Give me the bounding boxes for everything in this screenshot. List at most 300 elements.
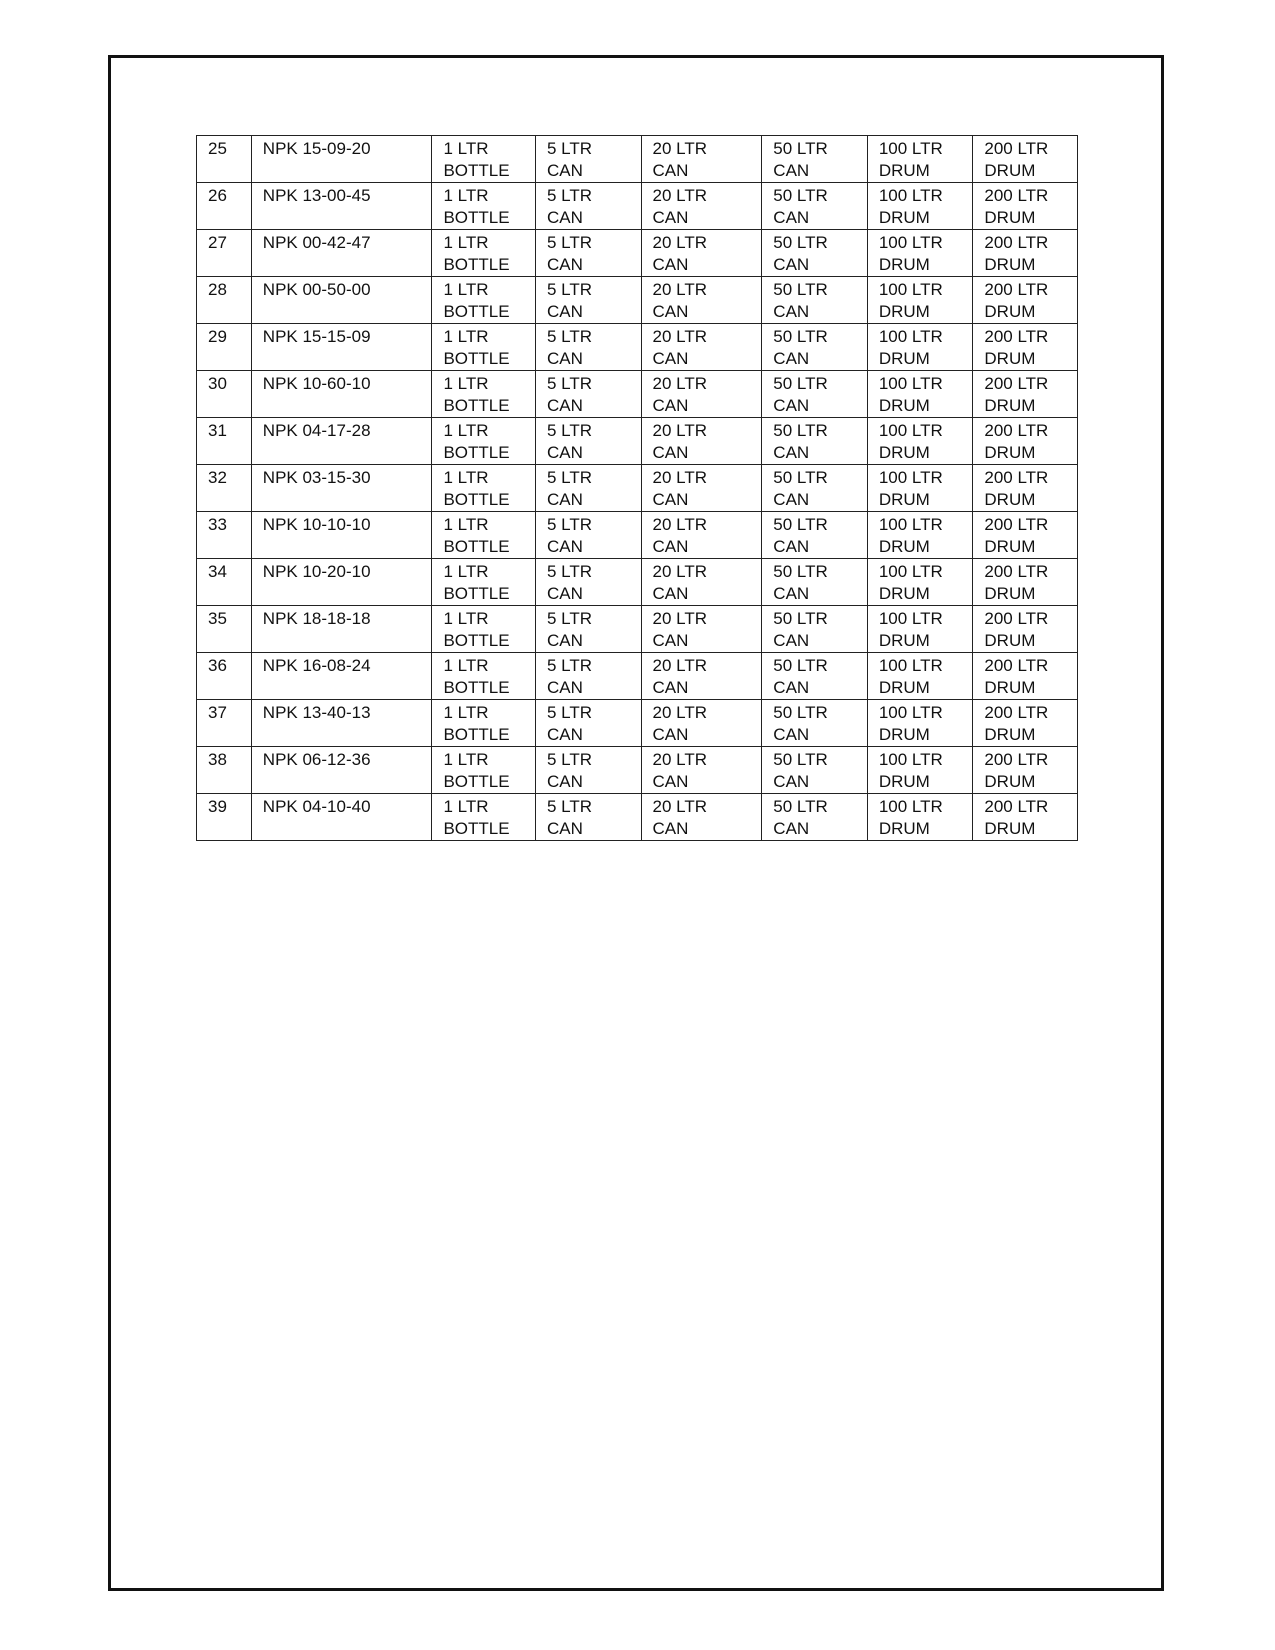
pack-volume: 50 LTR (773, 139, 828, 158)
pack-container: DRUM (878, 396, 930, 415)
pack-size-cell (867, 700, 973, 747)
pack-size-cell (867, 747, 973, 794)
pack-container: CAN (652, 678, 689, 697)
pack-container: CAN (773, 819, 810, 838)
pack-volume: 20 LTR (652, 421, 708, 440)
product-name-cell: NPK 15-15-09 (251, 324, 432, 371)
pack-volume: 1 LTR (443, 139, 489, 158)
pack-container: BOTTLE (443, 631, 510, 650)
serial-number-cell: 33 (197, 512, 252, 559)
pack-container: CAN (652, 772, 689, 791)
pack-volume: 100 LTR (878, 609, 943, 628)
pack-size-cell (973, 606, 1078, 653)
pack-container: DRUM (984, 443, 1036, 462)
pack-size-cell (535, 465, 641, 512)
pack-volume: 1 LTR (443, 609, 489, 628)
product-name-cell: NPK 00-50-00 (251, 277, 432, 324)
pack-volume: 200 LTR (984, 656, 1049, 675)
pack-container: CAN (546, 678, 583, 697)
pack-container: CAN (773, 490, 810, 509)
pack-container: DRUM (878, 725, 930, 744)
pack-volume: 100 LTR (878, 139, 943, 158)
pack-volume: 1 LTR (443, 750, 489, 769)
pack-container: CAN (546, 208, 583, 227)
pack-size-cell (973, 700, 1078, 747)
pack-volume: 20 LTR (652, 515, 708, 534)
serial-number-cell: 32 (197, 465, 252, 512)
pack-container: CAN (546, 819, 583, 838)
table-row (197, 700, 1078, 747)
pack-size-cell (535, 794, 641, 841)
pack-size-cell (762, 230, 868, 277)
serial-number-cell: 27 (197, 230, 252, 277)
pack-size-cell (973, 794, 1078, 841)
pack-size-cell (535, 747, 641, 794)
pack-container: DRUM (984, 725, 1036, 744)
pack-volume: 100 LTR (878, 280, 943, 299)
pack-size-cell (762, 371, 868, 418)
pack-volume: 200 LTR (984, 139, 1049, 158)
pack-container: CAN (652, 349, 689, 368)
pack-container: CAN (773, 537, 810, 556)
pack-volume: 100 LTR (878, 656, 943, 675)
product-name-cell: NPK 18-18-18 (251, 606, 432, 653)
pack-volume: 20 LTR (652, 280, 708, 299)
table-row (197, 230, 1078, 277)
pack-size-cell (762, 465, 868, 512)
pack-volume: 5 LTR (546, 656, 593, 675)
pack-container: DRUM (878, 208, 930, 227)
pack-size-cell (432, 559, 536, 606)
pack-container: CAN (652, 631, 689, 650)
pack-volume: 1 LTR (443, 562, 489, 581)
pack-size-cell (432, 606, 536, 653)
pack-size-cell (432, 418, 536, 465)
pack-size-cell (535, 512, 641, 559)
table-row (197, 606, 1078, 653)
table-row (197, 136, 1078, 183)
pack-size-cell (432, 794, 536, 841)
pack-volume: 5 LTR (546, 186, 593, 205)
pack-volume: 50 LTR (773, 327, 828, 346)
pack-size-cell (432, 465, 536, 512)
pack-size-cell (762, 794, 868, 841)
pack-volume: 20 LTR (652, 139, 708, 158)
pack-volume: 20 LTR (652, 327, 708, 346)
pack-volume: 1 LTR (443, 515, 489, 534)
table-row (197, 465, 1078, 512)
product-name-cell: NPK 16-08-24 (251, 653, 432, 700)
pack-size-cell (432, 653, 536, 700)
product-name-cell: NPK 00-42-47 (251, 230, 432, 277)
pack-size-cell (432, 277, 536, 324)
pack-size-cell (535, 230, 641, 277)
pack-container: CAN (773, 255, 810, 274)
pack-volume: 50 LTR (773, 468, 828, 487)
pack-container: BOTTLE (443, 161, 510, 180)
serial-number-cell: 31 (197, 418, 252, 465)
pack-container: CAN (652, 396, 689, 415)
pack-size-cell (432, 324, 536, 371)
pack-size-cell (867, 465, 973, 512)
pack-size-cell (762, 136, 868, 183)
pack-volume: 100 LTR (878, 233, 943, 252)
pack-container: CAN (773, 396, 810, 415)
pack-volume: 100 LTR (878, 421, 943, 440)
pack-container: DRUM (878, 584, 930, 603)
pack-volume: 5 LTR (546, 703, 593, 722)
pack-container: CAN (773, 631, 810, 650)
product-name-cell: NPK 04-10-40 (251, 794, 432, 841)
pack-size-cell (641, 230, 762, 277)
pack-volume: 50 LTR (773, 562, 828, 581)
pack-volume: 200 LTR (984, 515, 1049, 534)
pack-container: CAN (546, 490, 583, 509)
pack-volume: 200 LTR (984, 327, 1049, 346)
serial-number-cell: 37 (197, 700, 252, 747)
pack-container: DRUM (878, 490, 930, 509)
pack-volume: 20 LTR (652, 703, 708, 722)
pack-size-cell (535, 136, 641, 183)
pack-volume: 5 LTR (546, 233, 593, 252)
pack-container: CAN (546, 584, 583, 603)
product-name-cell: NPK 03-15-30 (251, 465, 432, 512)
pack-volume: 100 LTR (878, 327, 943, 346)
pack-container: CAN (773, 443, 810, 462)
pack-container: DRUM (878, 161, 930, 180)
pack-size-cell (641, 747, 762, 794)
pack-size-cell (535, 653, 641, 700)
serial-number-cell: 34 (197, 559, 252, 606)
product-name-cell: NPK 15-09-20 (251, 136, 432, 183)
pack-size-cell (973, 183, 1078, 230)
pack-volume: 200 LTR (984, 562, 1049, 581)
pack-container: DRUM (984, 819, 1036, 838)
pack-container: CAN (546, 725, 583, 744)
product-name-cell: NPK 13-40-13 (251, 700, 432, 747)
pack-size-cell (641, 700, 762, 747)
pack-size-cell (867, 136, 973, 183)
pack-volume: 50 LTR (773, 750, 828, 769)
pack-container: DRUM (984, 208, 1036, 227)
pack-container: CAN (773, 161, 810, 180)
pack-container: DRUM (984, 302, 1036, 321)
pack-size-cell (535, 324, 641, 371)
pack-container: DRUM (878, 678, 930, 697)
product-name-cell: NPK 13-00-45 (251, 183, 432, 230)
product-name-cell: NPK 04-17-28 (251, 418, 432, 465)
pack-size-cell (973, 230, 1078, 277)
pack-volume: 200 LTR (984, 186, 1049, 205)
pack-volume: 100 LTR (878, 468, 943, 487)
pack-container: CAN (652, 208, 689, 227)
pack-volume: 20 LTR (652, 186, 708, 205)
pack-volume: 20 LTR (652, 656, 708, 675)
pack-container: DRUM (984, 255, 1036, 274)
pack-volume: 1 LTR (443, 374, 489, 393)
pack-size-cell (641, 559, 762, 606)
pack-container: CAN (546, 161, 583, 180)
pack-container: DRUM (878, 819, 930, 838)
pack-volume: 1 LTR (443, 280, 489, 299)
pack-volume: 50 LTR (773, 233, 828, 252)
pack-size-cell (535, 700, 641, 747)
table-row (197, 371, 1078, 418)
table-body (197, 136, 1078, 841)
pack-size-cell (867, 512, 973, 559)
pack-size-cell (867, 653, 973, 700)
pack-volume: 50 LTR (773, 374, 828, 393)
pack-size-cell (762, 324, 868, 371)
pack-container: CAN (773, 349, 810, 368)
pack-container: CAN (652, 819, 689, 838)
pack-size-cell (973, 653, 1078, 700)
pack-volume: 50 LTR (773, 186, 828, 205)
pack-volume: 1 LTR (443, 468, 489, 487)
pack-container: CAN (652, 490, 689, 509)
pack-volume: 1 LTR (443, 186, 489, 205)
pack-size-cell (641, 606, 762, 653)
pack-size-cell (973, 136, 1078, 183)
pack-size-cell (867, 371, 973, 418)
pack-size-cell (641, 418, 762, 465)
pack-volume: 50 LTR (773, 515, 828, 534)
pack-size-cell (762, 559, 868, 606)
pack-size-cell (973, 371, 1078, 418)
pack-volume: 5 LTR (546, 609, 593, 628)
pack-volume: 50 LTR (773, 609, 828, 628)
pack-container: BOTTLE (443, 537, 510, 556)
pack-container: CAN (652, 537, 689, 556)
pack-size-cell (867, 183, 973, 230)
pack-volume: 100 LTR (878, 750, 943, 769)
pack-volume: 50 LTR (773, 703, 828, 722)
pack-volume: 5 LTR (546, 750, 593, 769)
pack-volume: 5 LTR (546, 515, 593, 534)
serial-number-cell: 29 (197, 324, 252, 371)
pack-container: DRUM (984, 584, 1036, 603)
pack-size-cell (973, 418, 1078, 465)
pack-volume: 100 LTR (878, 374, 943, 393)
pack-size-cell (867, 559, 973, 606)
pack-size-cell (762, 183, 868, 230)
pack-container: DRUM (878, 302, 930, 321)
pack-container: BOTTLE (443, 772, 510, 791)
pack-container: BOTTLE (443, 678, 510, 697)
pack-container: BOTTLE (443, 255, 510, 274)
pack-container: DRUM (878, 631, 930, 650)
pack-volume: 1 LTR (443, 233, 489, 252)
pack-volume: 1 LTR (443, 656, 489, 675)
table-row (197, 794, 1078, 841)
pack-size-cell (867, 418, 973, 465)
pack-size-cell (641, 465, 762, 512)
pack-container: DRUM (984, 349, 1036, 368)
pack-container: BOTTLE (443, 396, 510, 415)
pack-container: CAN (773, 584, 810, 603)
pack-volume: 20 LTR (652, 562, 708, 581)
pack-container: CAN (652, 302, 689, 321)
pack-container: CAN (546, 537, 583, 556)
pack-size-cell (762, 512, 868, 559)
serial-number-cell: 30 (197, 371, 252, 418)
pack-volume: 5 LTR (546, 797, 593, 816)
pack-container: CAN (773, 772, 810, 791)
pack-size-cell (641, 512, 762, 559)
pack-size-cell (973, 559, 1078, 606)
serial-number-cell: 39 (197, 794, 252, 841)
pack-container: CAN (652, 725, 689, 744)
pack-volume: 5 LTR (546, 374, 593, 393)
pack-container: DRUM (878, 537, 930, 556)
pack-container: BOTTLE (443, 349, 510, 368)
pack-container: CAN (546, 396, 583, 415)
table-row (197, 653, 1078, 700)
pack-volume: 50 LTR (773, 280, 828, 299)
pack-size-cell (641, 136, 762, 183)
pack-size-cell (641, 277, 762, 324)
pack-volume: 5 LTR (546, 421, 593, 440)
pack-size-cell (867, 277, 973, 324)
pack-volume: 200 LTR (984, 374, 1049, 393)
table-row (197, 418, 1078, 465)
pack-size-cell (432, 747, 536, 794)
pack-container: CAN (546, 255, 583, 274)
pack-container: DRUM (878, 772, 930, 791)
pack-container: BOTTLE (443, 302, 510, 321)
pack-container: CAN (546, 631, 583, 650)
pack-size-cell (867, 794, 973, 841)
pack-volume: 200 LTR (984, 468, 1049, 487)
pack-volume: 100 LTR (878, 562, 943, 581)
pack-size-cell (535, 606, 641, 653)
pack-size-cell (432, 700, 536, 747)
pack-container: DRUM (984, 772, 1036, 791)
pack-volume: 20 LTR (652, 609, 708, 628)
pack-container: BOTTLE (443, 443, 510, 462)
pack-container: CAN (546, 443, 583, 462)
pack-size-cell (762, 418, 868, 465)
pack-size-cell (535, 277, 641, 324)
pack-container: CAN (773, 302, 810, 321)
serial-number-cell: 38 (197, 747, 252, 794)
table-row (197, 747, 1078, 794)
product-table (196, 135, 1078, 841)
serial-number-cell: 26 (197, 183, 252, 230)
pack-container: BOTTLE (443, 819, 510, 838)
pack-size-cell (641, 653, 762, 700)
pack-volume: 200 LTR (984, 750, 1049, 769)
pack-size-cell (762, 700, 868, 747)
pack-container: DRUM (878, 443, 930, 462)
pack-size-cell (762, 606, 868, 653)
pack-size-cell (535, 559, 641, 606)
pack-volume: 50 LTR (773, 656, 828, 675)
pack-container: DRUM (878, 349, 930, 368)
serial-number-cell: 25 (197, 136, 252, 183)
pack-container: DRUM (984, 678, 1036, 697)
pack-volume: 5 LTR (546, 280, 593, 299)
pack-volume: 100 LTR (878, 186, 943, 205)
pack-volume: 1 LTR (443, 797, 489, 816)
pack-volume: 5 LTR (546, 327, 593, 346)
pack-volume: 1 LTR (443, 421, 489, 440)
pack-volume: 50 LTR (773, 421, 828, 440)
pack-volume: 20 LTR (652, 233, 708, 252)
pack-size-cell (432, 371, 536, 418)
pack-size-cell (535, 418, 641, 465)
pack-volume: 5 LTR (546, 562, 593, 581)
pack-size-cell (535, 371, 641, 418)
pack-container: DRUM (984, 161, 1036, 180)
pack-container: CAN (773, 208, 810, 227)
pack-volume: 200 LTR (984, 280, 1049, 299)
pack-container: DRUM (984, 490, 1036, 509)
pack-size-cell (432, 230, 536, 277)
pack-container: CAN (773, 678, 810, 697)
pack-size-cell (867, 324, 973, 371)
pack-volume: 50 LTR (773, 797, 828, 816)
pack-volume: 100 LTR (878, 797, 943, 816)
pack-container: BOTTLE (443, 490, 510, 509)
pack-container: CAN (546, 302, 583, 321)
pack-volume: 200 LTR (984, 703, 1049, 722)
pack-container: BOTTLE (443, 208, 510, 227)
pack-volume: 200 LTR (984, 421, 1049, 440)
pack-size-cell (432, 136, 536, 183)
pack-size-cell (973, 465, 1078, 512)
pack-volume: 1 LTR (443, 327, 489, 346)
pack-volume: 5 LTR (546, 139, 593, 158)
pack-volume: 1 LTR (443, 703, 489, 722)
pack-volume: 100 LTR (878, 703, 943, 722)
product-name-cell: NPK 10-60-10 (251, 371, 432, 418)
pack-size-cell (535, 183, 641, 230)
pack-container: DRUM (984, 631, 1036, 650)
pack-container: CAN (652, 161, 689, 180)
pack-container: DRUM (878, 255, 930, 274)
pack-size-cell (641, 794, 762, 841)
pack-volume: 5 LTR (546, 468, 593, 487)
table-row (197, 512, 1078, 559)
pack-container: DRUM (984, 537, 1036, 556)
product-name-cell: NPK 10-10-10 (251, 512, 432, 559)
pack-size-cell (867, 230, 973, 277)
pack-size-cell (973, 277, 1078, 324)
pack-volume: 200 LTR (984, 233, 1049, 252)
pack-container: BOTTLE (443, 584, 510, 603)
pack-size-cell (762, 747, 868, 794)
pack-size-cell (762, 653, 868, 700)
pack-container: DRUM (984, 396, 1036, 415)
pack-size-cell (867, 606, 973, 653)
pack-volume: 20 LTR (652, 797, 708, 816)
pack-size-cell (432, 512, 536, 559)
pack-container: CAN (546, 349, 583, 368)
serial-number-cell: 36 (197, 653, 252, 700)
pack-volume: 20 LTR (652, 468, 708, 487)
pack-container: BOTTLE (443, 725, 510, 744)
table-row (197, 559, 1078, 606)
serial-number-cell: 35 (197, 606, 252, 653)
table-row (197, 324, 1078, 371)
pack-volume: 200 LTR (984, 797, 1049, 816)
pack-container: CAN (652, 584, 689, 603)
pack-volume: 20 LTR (652, 374, 708, 393)
pack-container: CAN (652, 255, 689, 274)
pack-size-cell (762, 277, 868, 324)
table-row (197, 183, 1078, 230)
